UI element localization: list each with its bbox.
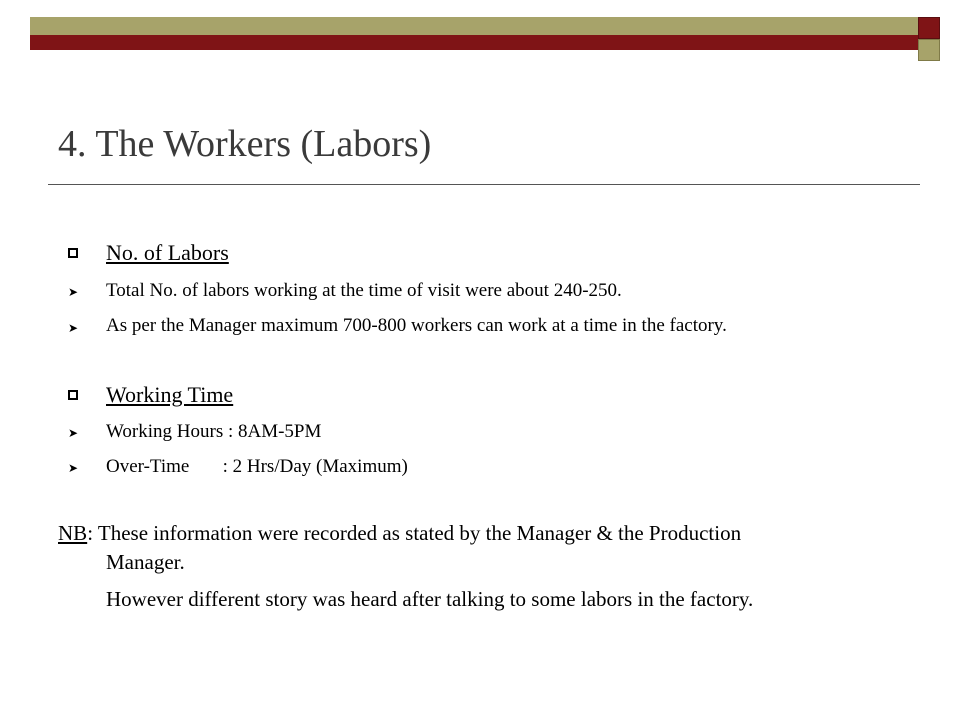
list-item-text: Working Hours : 8AM-5PM [106, 421, 322, 442]
note-tag: NB [58, 521, 88, 545]
square-bullet-icon [68, 390, 78, 400]
header-olive-square [918, 39, 940, 61]
note-line-1 [58, 521, 741, 546]
list-item-text: As per the Manager maximum 700-800 workers can work at a time in the factory. [106, 315, 727, 336]
list-item-text: Over-Time : 2 Hrs/Day (Maximum) [106, 456, 408, 477]
arrow-bullet-icon: ➤ [68, 321, 79, 335]
header-olive-bar [30, 17, 918, 35]
section-heading-text: No. of Labors [106, 240, 229, 265]
note-text: : These information were recorded as stated by the Manager & the Production [87, 521, 742, 545]
list-item-text: Total No. of labors working at the time of visit were about 240-250. [106, 280, 622, 301]
arrow-bullet-icon: ➤ [68, 285, 79, 299]
title-underline-rule [48, 184, 920, 185]
header-maroon-square [918, 17, 940, 39]
note-line-3: However different story was heard after talking to some labors in the factory. [106, 587, 754, 611]
section-heading-text: Working Time [106, 382, 234, 407]
arrow-bullet-icon: ➤ [68, 426, 79, 440]
slide-title: 4. The Workers (Labors) [58, 123, 432, 165]
arrow-bullet-icon: ➤ [68, 461, 79, 475]
note-line-2: Manager. [106, 550, 185, 574]
header-maroon-bar [30, 35, 918, 50]
square-bullet-icon [68, 248, 78, 258]
